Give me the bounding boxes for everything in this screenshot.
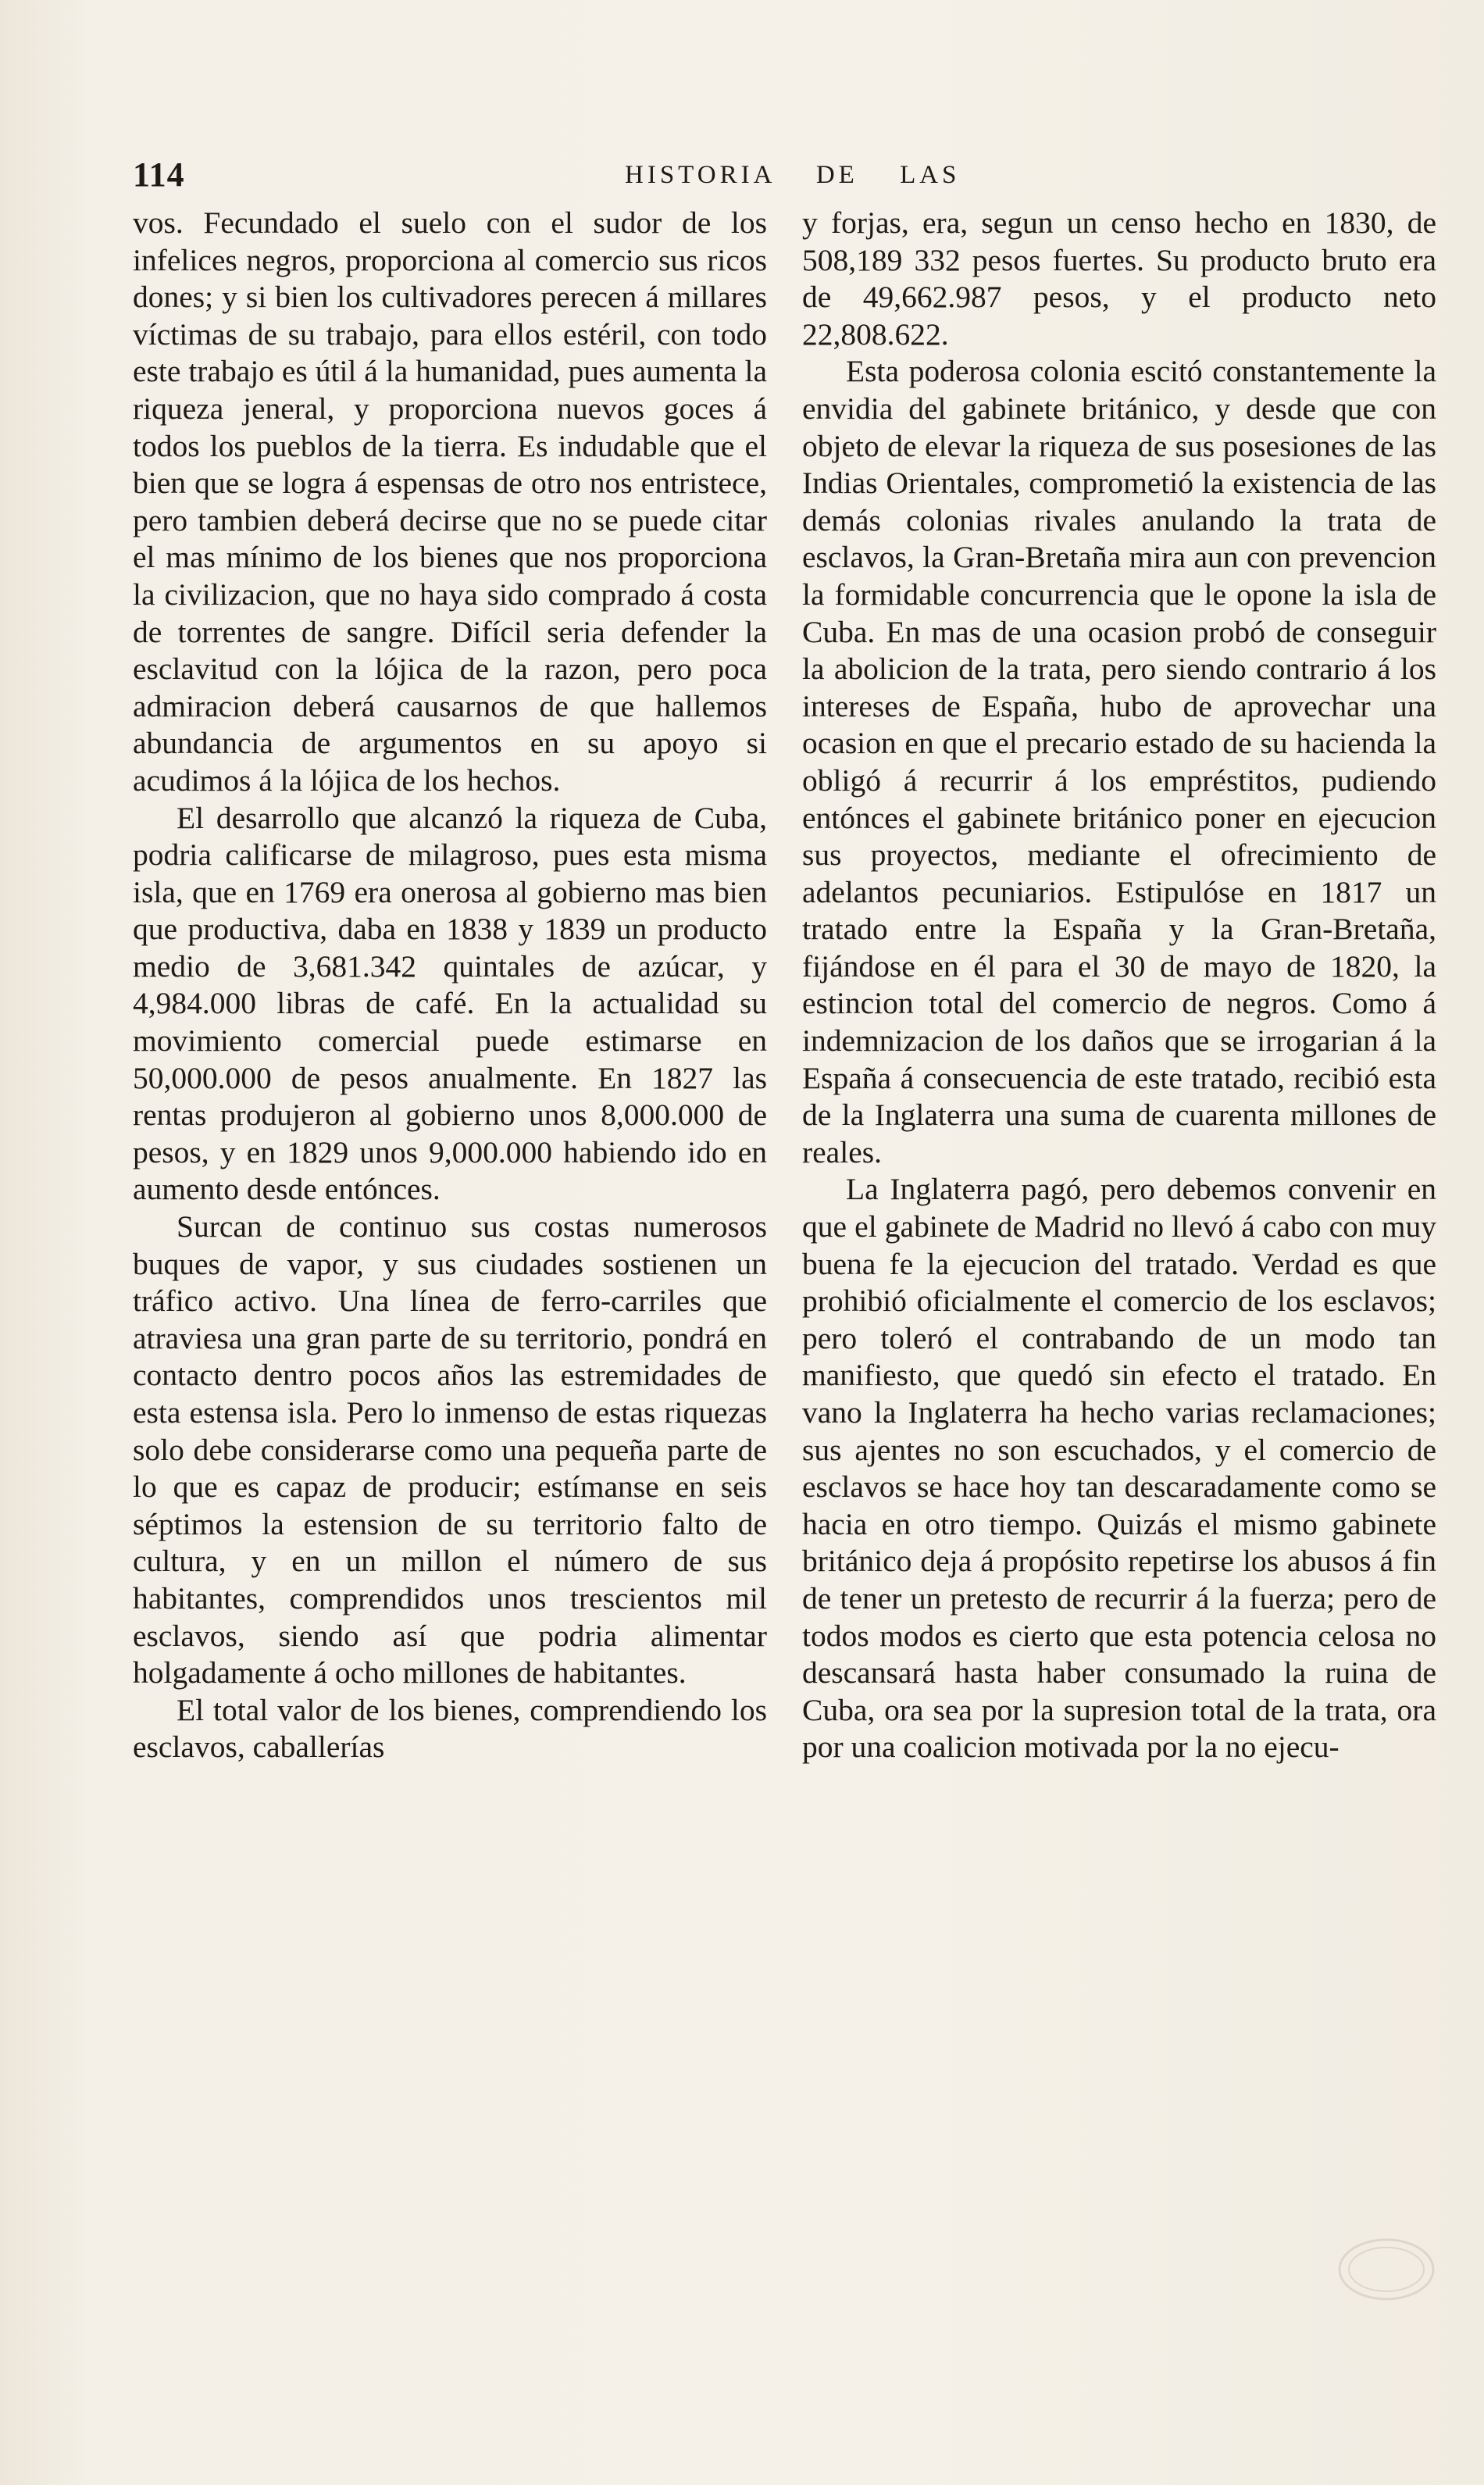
right-column — [802, 205, 1436, 1766]
running-head: HISTORIA DE LAS — [625, 161, 961, 189]
page-header — [133, 155, 1437, 194]
paragraph: Surcan de continuo sus costas numerosos buques de vapor, y sus ciudades sostienen un tráfico activo. Una línea de ferro-carriles que atraviesa una gran parte de su territorio, pondrá en contacto dentro pocos años las estremidades de esta estensa isla. Pero lo inmenso de estas riquezas solo debe considerarse como una pequeña parte de lo que es capaz de producir; estímanse en seis séptimos la estension de su territorio falto de cultura, y en un millon el número de sus habitantes, comprendidos unos trescientos mil esclavos, siendo así que podria alimentar holgadamente á ocho millones de habitantes. — [133, 1209, 767, 1691]
paragraph: La Inglaterra pagó, pero debemos convenir en que el gabinete de Madrid no llevó á cabo con muy buena fe la ejecucion del tratado. Verdad es que prohibió oficialmente el comercio de los esclavos; pero toleró el contrabando de un modo tan manifiesto, que quedó sin efecto el tratado. En vano la Inglaterra ha hecho varias reclamaciones; sus ajentes no son escuchados, y el comercio de esclavos se hace hoy tan descaradamente como se hacia en otro tiempo. Quizás el mismo gabinete británico deja á propósito repetirse los abusos á fin de tener un pretesto de recurrir á la fuerza; pero de todos modos es cierto que esta potencia celosa no descansará hasta haber consumado la ruina de Cuba, ora sea por la supresion total de la trata, ora por una coalicion motivada por la no ejecu- — [802, 1172, 1436, 1765]
paragraph: El desarrollo que alcanzó la riqueza de Cuba, podria calificarse de milagroso, pues esta misma isla, que en 1769 era onerosa al gobierno mas bien que productiva, daba en 1838 y 1839 un producto medio de 3,681.342 quintales de azúcar, y 4,984.000 libras de café. En la actualidad su movimiento comercial puede estimarse en 50,000.000 de pesos anualmente. En 1827 las rentas produjeron al gobierno unos 8,000.000 de pesos, y en 1829 unos 9,000.000 habiendo ido en aumento desde entónces. — [133, 800, 767, 1207]
left-column — [133, 205, 767, 1766]
page-number: 114 — [133, 155, 185, 194]
paragraph: y forjas, era, segun un censo hecho en 1830, de 508,189 332 pesos fuertes. Su producto bruto era de 49,662.987 pesos, y el producto neto 22,808.622. — [802, 205, 1436, 352]
paragraph: Esta poderosa colonia escitó constantemente la envidia del gabinete británico, y desde que con objeto de elevar la riqueza de sus posesiones de las Indias Orientales, comprometió la existencia de las demás colonias rivales anulando la trata de esclavos, la Gran-Bretaña mira aun con prevencion la formidable concurrencia que le opone la isla de Cuba. En mas de una ocasion probó de conseguir la abolicion de la trata, pero siendo contrario á los intereses de España, hubo de aprovechar una ocasion en que el precario estado de su hacienda la obligó á recurrir á los empréstitos, pudiendo entónces el gabinete británico poner en ejecucion sus proyectos, mediante el ofrecimiento de adelantos pecuniarios. Estipulóse en 1817 un tratado entre la España y la Gran-Bretaña, fijándose en él para el 30 de mayo de 1820, la estincion total del comercio de negros. Como á indemnizacion de los daños que se irrogarian á la España á consecuencia de este tratado, recibió esta de la Inglaterra una suma de cuarenta millones de reales. — [802, 354, 1436, 1169]
paragraph: vos. Fecundado el suelo con el sudor de los infelices negros, proporciona al comercio sus ricos dones; y si bien los cultivadores perecen á millares víctimas de su trabajo, para ellos estéril, con todo este trabajo es útil á la humanidad, pues aumenta la riqueza jeneral, y proporciona nuevos goces á todos los pueblos de la tierra. Es indudable que el bien que se logra á espensas de otro nos entristece, pero tambien deberá decirse que no se puede citar el mas mínimo de los bienes que nos proporciona la civilizacion, que no haya sido comprado á costa de torrentes de sangre. Difícil seria defender la esclavitud con la lójica de la razon, pero poca admiracion deberá causarnos de que hallemos abundancia de argumentos en su apoyo si acudimos á la lójica de los hechos. — [133, 205, 767, 798]
library-stamp-icon — [1336, 2234, 1437, 2305]
paragraph: El total valor de los bienes, comprendiendo los esclavos, caballerías — [133, 1692, 767, 1765]
